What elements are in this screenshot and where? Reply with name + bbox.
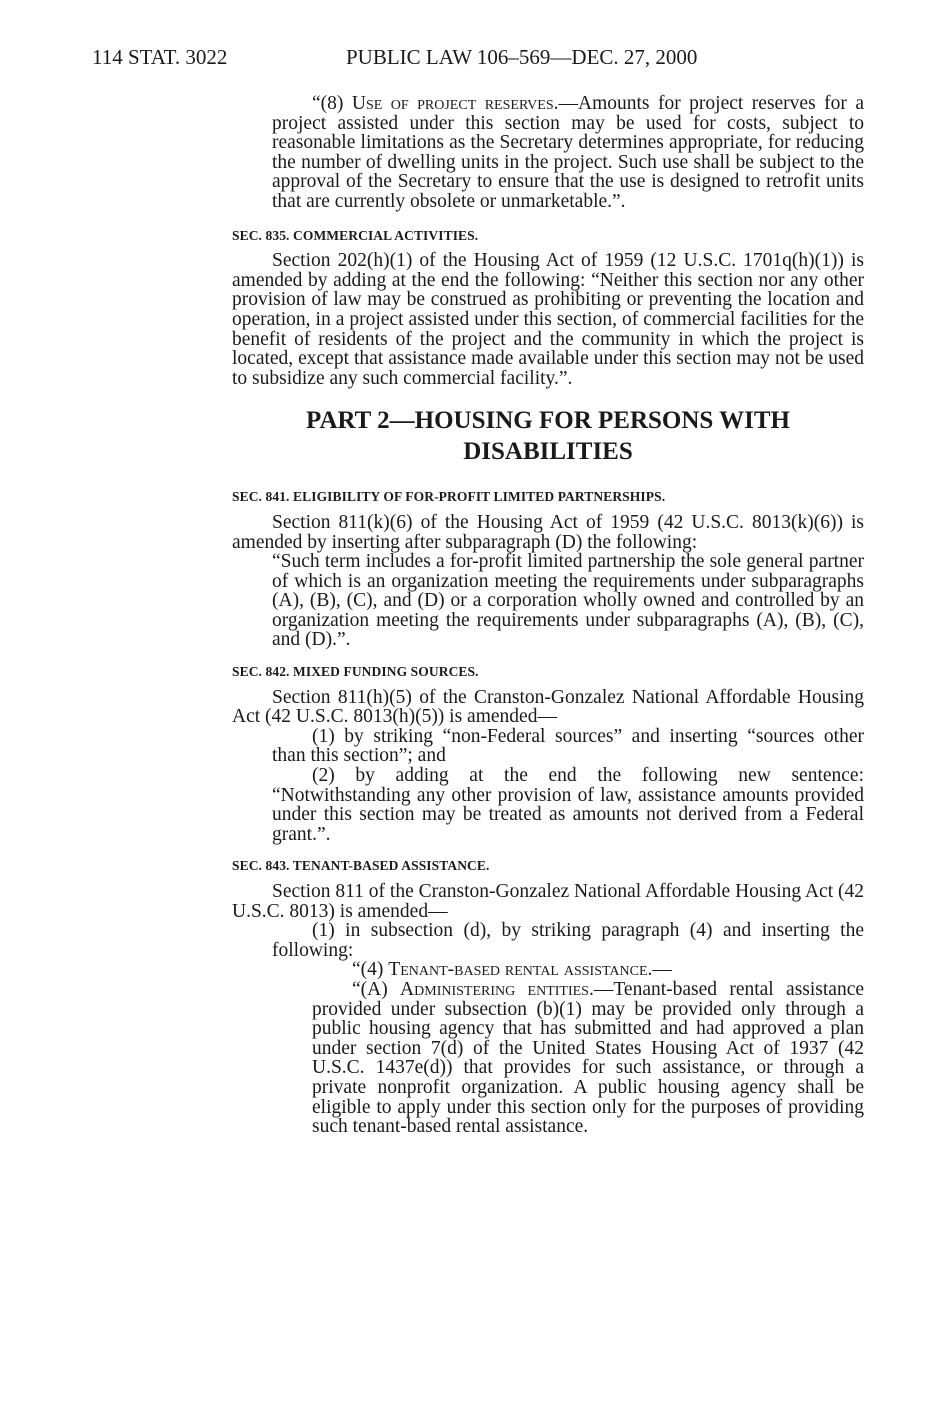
paragraph-4-heading: Tenant-based rental assistance. xyxy=(388,959,653,981)
part-2-title xyxy=(232,405,864,467)
paragraph-8-body: —Amounts for project reserves for a project assisted under this section may be used for costs, subject to reasonable limitations as the Secretary determines appropriate, for reducing the number of dwelling units in the project. Such use shall be subject to the approval of the Secretary to ensure that the use is designed to retrofit units that are currently obsolete or unmarketable.”. xyxy=(272,93,864,212)
section-842-item-1: (1) by striking “non-Federal sources” and inserting “sources other than this section”; and xyxy=(272,725,864,767)
part-2-title-line2: DISABILITIES xyxy=(463,438,633,466)
section-843-heading: SEC. 843. TENANT-BASED ASSISTANCE. xyxy=(232,858,490,874)
page-body xyxy=(232,94,864,1137)
paragraph-8-heading: Use of project reserves. xyxy=(351,93,559,114)
paragraph-8-lead: “(8) xyxy=(312,93,352,114)
section-842-item-2: (2) by adding at the end the following new sentence: “Notwithstanding any other provision of law, assistance amounts provided under this section may be treated as amounts not derived from a Federal grant.”. xyxy=(272,765,864,845)
stat-page-number: 114 STAT. 3022 xyxy=(92,45,228,69)
section-842-text: Section 811(h)(5) of the Cranston-Gonzalez National Affordable Housing Act (42 U.S.C. 8013(h)(5)) is amended— xyxy=(232,686,864,728)
section-835-heading: SEC. 835. COMMERCIAL ACTIVITIES. xyxy=(232,227,479,243)
paragraph-8-use-of-project-reserves xyxy=(232,94,864,212)
section-841-quoted-text: “Such term includes a for-profit limited partnership the sole general partner of which is an organization meeting the requirements under subparagraphs (A), (B), (C), and (D) or a corporation wholly owned and controlled by an organization meeting the requirements under subparagraphs (A), (B), (C), and (D).”. xyxy=(272,551,864,651)
part-2-title-line1: PART 2—HOUSING FOR PERSONS WITH xyxy=(306,407,790,435)
subparagraph-a-lead: “(A) xyxy=(352,978,401,1000)
section-835-text: Section 202(h)(1) of the Housing Act of 1959 (12 U.S.C. 1701q(h)(1)) is amended by adding at the end the following: “Neither this section nor any other provision of law may be construed as prohibiting or preventing the location and operation, in a project assisted under this section, of commercial facilities for the benefit of residents of the project and the community in which the project is located, except that assistance made available under this section may not be used to subsidize any such commercial facility.”. xyxy=(232,250,864,389)
section-842-heading: SEC. 842. MIXED FUNDING SOURCES. xyxy=(232,664,479,680)
section-843-text: Section 811 of the Cranston-Gonzalez National Affordable Housing Act (42 U.S.C. 8013) is amended— xyxy=(232,881,864,922)
section-843-item-1: (1) in subsection (d), by striking paragraph (4) and inserting the following: xyxy=(272,920,864,961)
section-843-subparagraph-a xyxy=(232,980,864,1137)
subparagraph-a-body: —Tenant-based rental assistance provided under subsection (b)(1) may be provided only through a public housing agency that has submitted and had approved a plan under section 7(d) of the United States Housing Act of 1937 (42 U.S.C. 1437e(d)) that provides for such assistance, or through a private nonprofit organization. A public housing agency shall be eligible to apply under this section only for the purposes of providing such tenant-based rental assistance. xyxy=(312,978,865,1138)
subparagraph-a-heading: Administering entities. xyxy=(400,978,594,1000)
paragraph-4-dash: — xyxy=(652,959,672,981)
public-law-title: PUBLIC LAW 106–569—DEC. 27, 2000 xyxy=(346,45,698,69)
section-841-heading: SEC. 841. ELIGIBILITY OF FOR-PROFIT LIMITED PARTNERSHIPS. xyxy=(232,489,666,505)
paragraph-4-lead: “(4) xyxy=(352,959,389,981)
section-841-text: Section 811(k)(6) of the Housing Act of 1959 (42 U.S.C. 8013(k)(6)) is amended by inserting after subparagraph (D) the following: xyxy=(232,511,864,553)
section-843-paragraph-4 xyxy=(232,960,864,980)
